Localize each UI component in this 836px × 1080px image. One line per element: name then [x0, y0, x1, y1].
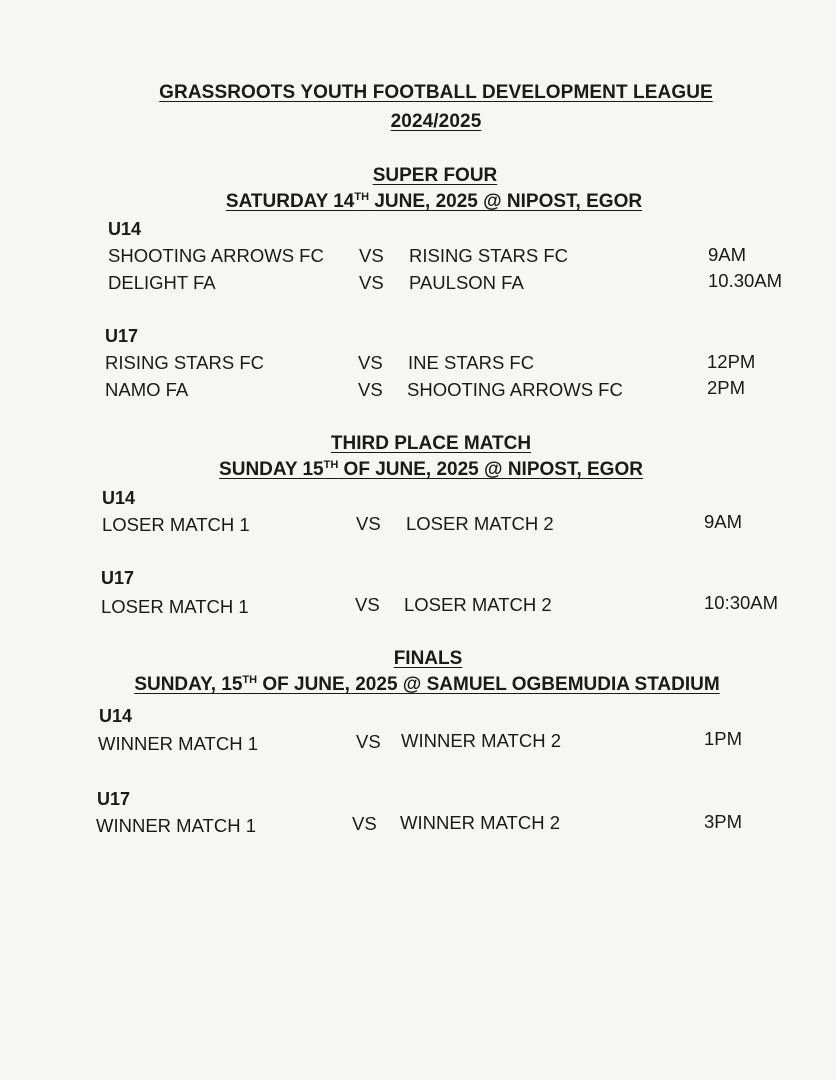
- age-group-label: U14: [99, 706, 133, 726]
- versus-label: VS: [355, 594, 380, 615]
- home-team: WINNER MATCH 1: [98, 733, 258, 754]
- versus-label: VS: [359, 245, 384, 266]
- versus-label: VS: [358, 352, 383, 373]
- kickoff-time: 10.30AM: [708, 270, 783, 291]
- away-team: INE STARS FC: [408, 352, 535, 373]
- versus-label: VS: [352, 813, 377, 834]
- home-team: DELIGHT FA: [108, 272, 216, 293]
- kickoff-time: 2PM: [707, 377, 746, 398]
- home-team: RISING STARS FC: [105, 352, 264, 373]
- versus-label: VS: [356, 731, 381, 752]
- home-team: WINNER MATCH 1: [96, 815, 256, 836]
- age-group-label: U14: [102, 488, 136, 508]
- document-season: 2024/2025: [390, 111, 482, 132]
- versus-label: VS: [359, 272, 384, 293]
- age-group-label: U17: [97, 789, 131, 809]
- away-team: SHOOTING ARROWS FC: [407, 379, 623, 400]
- document-title: GRASSROOTS YOUTH FOOTBALL DEVELOPMENT LEAGUE: [159, 82, 713, 103]
- versus-label: VS: [356, 513, 381, 534]
- away-team: WINNER MATCH 2: [401, 730, 561, 751]
- home-team: NAMO FA: [105, 379, 189, 400]
- home-team: LOSER MATCH 1: [101, 596, 249, 617]
- kickoff-time: 9AM: [708, 244, 747, 265]
- home-team: SHOOTING ARROWS FC: [108, 245, 324, 266]
- age-group-label: U14: [108, 219, 142, 239]
- age-group-label: U17: [105, 326, 139, 346]
- away-team: LOSER MATCH 2: [406, 513, 554, 534]
- section-date: SUNDAY 15TH OF JUNE, 2025 @ NIPOST, EGOR: [219, 459, 643, 480]
- away-team: PAULSON FA: [409, 272, 524, 293]
- away-team: WINNER MATCH 2: [400, 812, 560, 833]
- section-date: SATURDAY 14TH JUNE, 2025 @ NIPOST, EGOR: [225, 191, 643, 212]
- section-title: SUPER FOUR: [372, 165, 498, 186]
- kickoff-time: 9AM: [704, 511, 743, 532]
- kickoff-time: 3PM: [704, 811, 743, 832]
- section-date: SUNDAY, 15TH OF JUNE, 2025 @ SAMUEL OGBEMUDIA STADIUM: [134, 674, 720, 695]
- kickoff-time: 10:30AM: [704, 592, 779, 613]
- kickoff-time: 1PM: [704, 728, 743, 749]
- section-title: FINALS: [393, 648, 463, 669]
- away-team: RISING STARS FC: [409, 245, 568, 266]
- kickoff-time: 12PM: [707, 351, 756, 372]
- home-team: LOSER MATCH 1: [102, 514, 250, 535]
- away-team: LOSER MATCH 2: [404, 594, 552, 615]
- section-title: THIRD PLACE MATCH: [330, 433, 532, 454]
- age-group-label: U17: [101, 568, 135, 588]
- versus-label: VS: [358, 379, 383, 400]
